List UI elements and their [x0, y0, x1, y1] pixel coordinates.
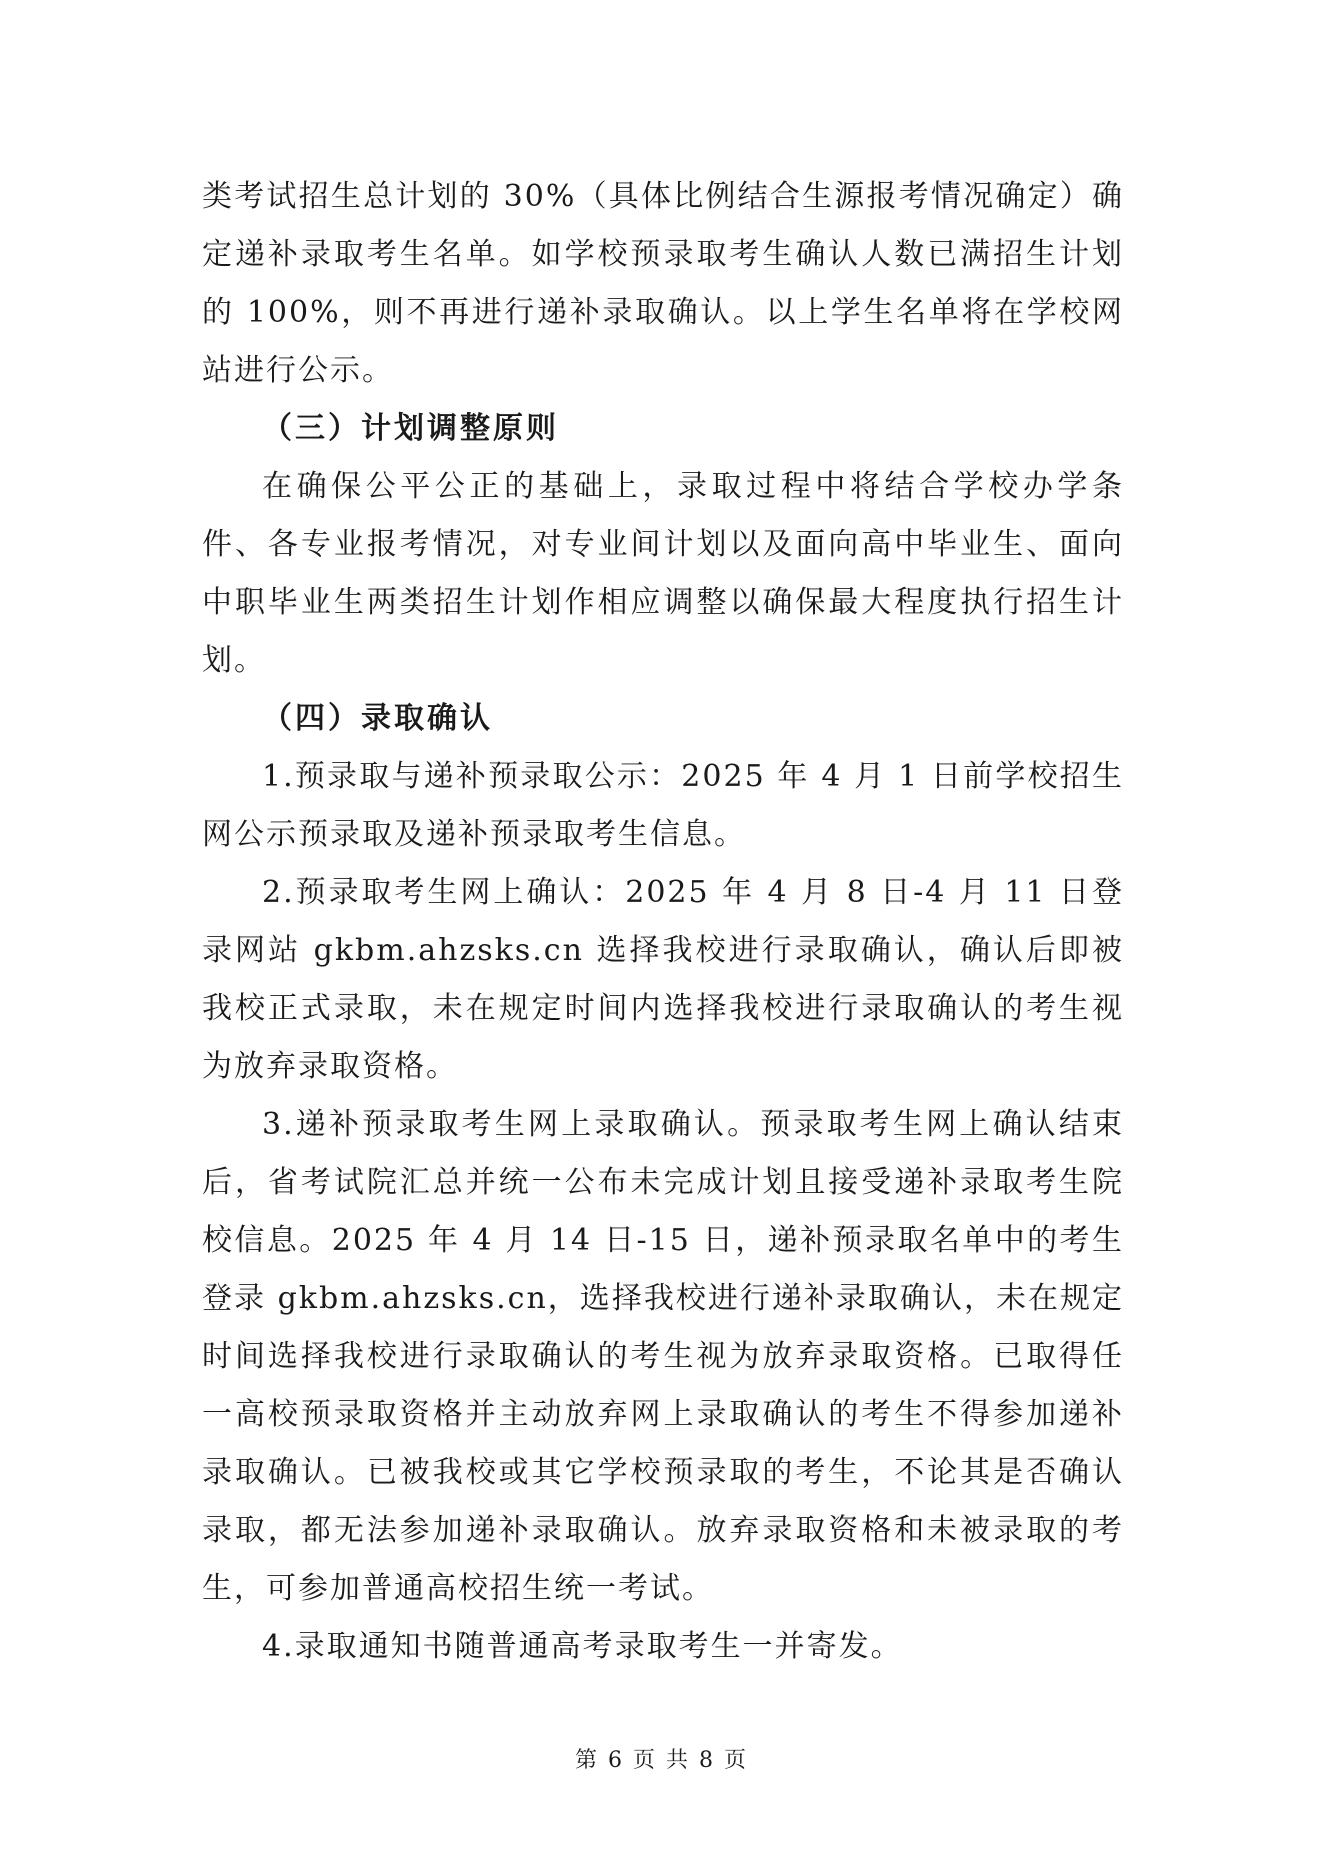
list-item-supplementary-confirmation: 3.递补预录取考生网上录取确认。预录取考生网上确认结束后，省考试院汇总并统一公布未完成计划且接受递补录取考生院校信息。2025 年 4 月 14 日-15 日，递补预录取名单中的考生登录 gkbm.ahzsks.cn，选择我校进行递补录取确认，未在规定时间选择我校进行录取确认的考生视为放弃录取资格。已取得任一高校预录取资格并主动放弃网上录取确认的考生不得参加递补录取确认。已被我校或其它学校预录取的考生，不论其是否确认录取，都无法参加递补录取确认。放弃录取资格和未被录取的考生，可参加普通高校招生统一考试。 [202, 1107, 1124, 1606]
list-item-publicity: 1.预录取与递补预录取公示：2025 年 4 月 1 日前学校招生网公示预录取及递补预录取考生信息。 [202, 759, 1124, 852]
list-item-admission-notice: 4.录取通知书随普通高考录取考生一并寄发。 [262, 1629, 903, 1664]
list-item-online-confirmation: 2.预录取考生网上确认：2025 年 4 月 8 日-4 月 11 日登录网站 gkbm.ahzsks.cn 选择我校进行录取确认，确认后即被我校正式录取，未在规定时间内选择我校进行录取确认的考生视为放弃录取资格。 [202, 875, 1124, 1084]
section-heading-plan-adjustment: （三）计划调整原则 [262, 411, 559, 446]
section-heading-admission-confirmation: （四）录取确认 [262, 701, 493, 736]
paragraph-plan-adjustment: 在确保公平公正的基础上，录取过程中将结合学校办学条件、各专业报考情况，对专业间计划以及面向高中毕业生、面向中职毕业生两类招生计划作相应调整以确保最大程度执行招生计划。 [202, 469, 1124, 678]
document-body [202, 168, 1124, 1676]
paragraph-quota-continuation: 类考试招生总计划的 30%（具体比例结合生源报考情况确定）确定递补录取考生名单。如学校预录取考生确认人数已满招生计划的 100%，则不再进行递补录取确认。以上学生名单将在学校网站进行公示。 [202, 179, 1124, 388]
page-number: 第 6 页 共 8 页 [575, 1748, 748, 1773]
